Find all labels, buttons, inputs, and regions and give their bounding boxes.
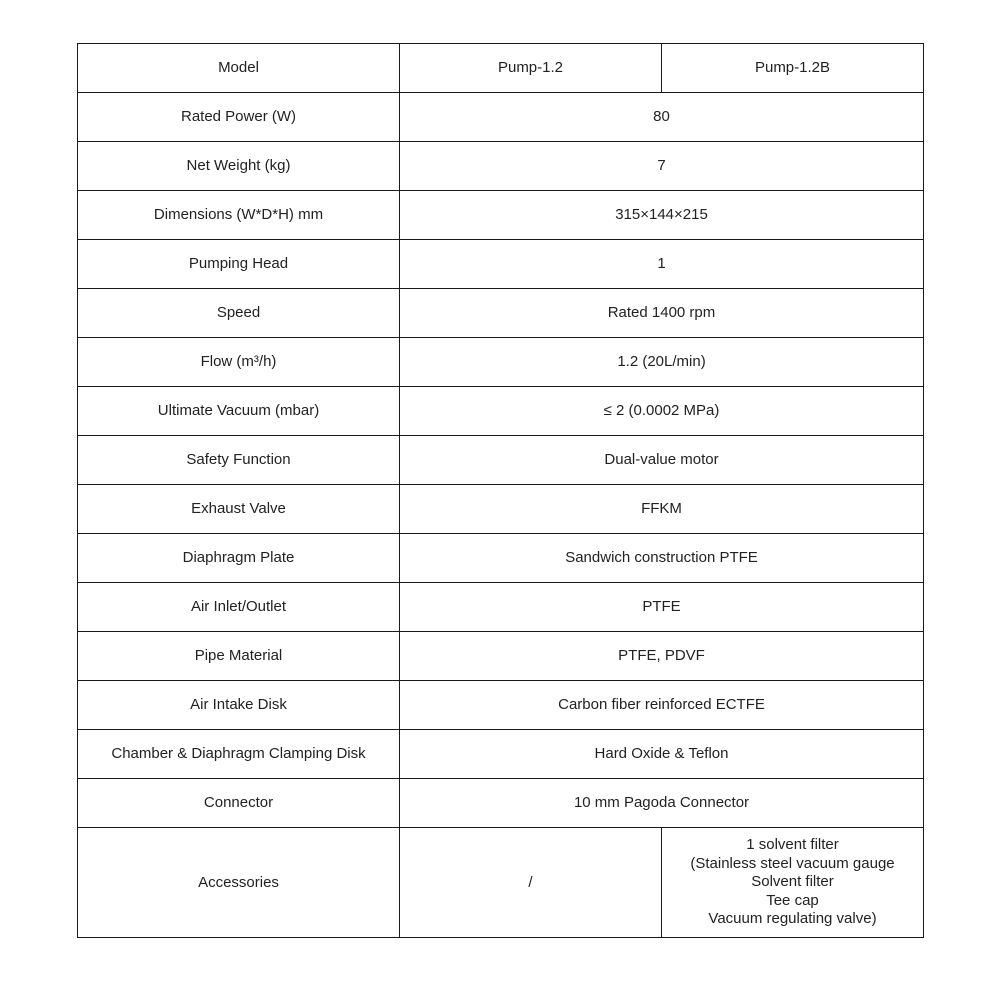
model-a-header: Pump-1.2: [400, 44, 662, 93]
header-label: Model: [78, 44, 400, 93]
row-label: Speed: [78, 289, 400, 338]
row-value: Hard Oxide & Teflon: [400, 730, 924, 779]
table-row: [78, 338, 924, 387]
table-row: [78, 191, 924, 240]
table-row: [78, 387, 924, 436]
row-value: FFKM: [400, 485, 924, 534]
table-row: [78, 583, 924, 632]
table-row: [78, 436, 924, 485]
accessory-item: Vacuum regulating valve): [708, 910, 877, 928]
spec-table: [77, 43, 924, 938]
row-value: Dual-value motor: [400, 436, 924, 485]
table-row: [78, 681, 924, 730]
row-label: Pipe Material: [78, 632, 400, 681]
row-label: Exhaust Valve: [78, 485, 400, 534]
row-value: 1: [400, 240, 924, 289]
accessories-model-b: [662, 828, 924, 938]
row-value: 80: [400, 93, 924, 142]
row-value: PTFE: [400, 583, 924, 632]
row-value: ≤ 2 (0.0002 MPa): [400, 387, 924, 436]
table-row: [78, 730, 924, 779]
row-label: Safety Function: [78, 436, 400, 485]
row-label: Connector: [78, 779, 400, 828]
row-label: Pumping Head: [78, 240, 400, 289]
row-value: 315×144×215: [400, 191, 924, 240]
row-label: Dimensions (W*D*H) mm: [78, 191, 400, 240]
accessory-item: Tee cap: [766, 891, 819, 909]
row-value: Sandwich construction PTFE: [400, 534, 924, 583]
accessory-item: 1 solvent filter: [746, 836, 839, 854]
row-value: Rated 1400 rpm: [400, 289, 924, 338]
row-value: Carbon fiber reinforced ECTFE: [400, 681, 924, 730]
row-value: 10 mm Pagoda Connector: [400, 779, 924, 828]
header-row: [78, 44, 924, 93]
table-row: [78, 93, 924, 142]
row-value: 1.2 (20L/min): [400, 338, 924, 387]
table-row: [78, 485, 924, 534]
row-value: PTFE, PDVF: [400, 632, 924, 681]
row-label: Ultimate Vacuum (mbar): [78, 387, 400, 436]
row-label: Chamber & Diaphragm Clamping Disk: [78, 730, 400, 779]
accessories-row: [78, 828, 924, 938]
accessories-label: Accessories: [78, 828, 400, 938]
table-row: [78, 289, 924, 338]
table-row: [78, 240, 924, 289]
row-label: Air Intake Disk: [78, 681, 400, 730]
model-b-header: Pump-1.2B: [662, 44, 924, 93]
row-label: Diaphragm Plate: [78, 534, 400, 583]
accessories-model-a: /: [400, 828, 662, 938]
row-label: Flow (m³/h): [78, 338, 400, 387]
accessory-item: (Stainless steel vacuum gauge: [690, 854, 895, 872]
table-row: [78, 632, 924, 681]
row-label: Net Weight (kg): [78, 142, 400, 191]
table-row: [78, 534, 924, 583]
accessory-item: Solvent filter: [751, 873, 834, 891]
row-label: Rated Power (W): [78, 93, 400, 142]
table-row: [78, 779, 924, 828]
table-row: [78, 142, 924, 191]
row-label: Air Inlet/Outlet: [78, 583, 400, 632]
row-value: 7: [400, 142, 924, 191]
